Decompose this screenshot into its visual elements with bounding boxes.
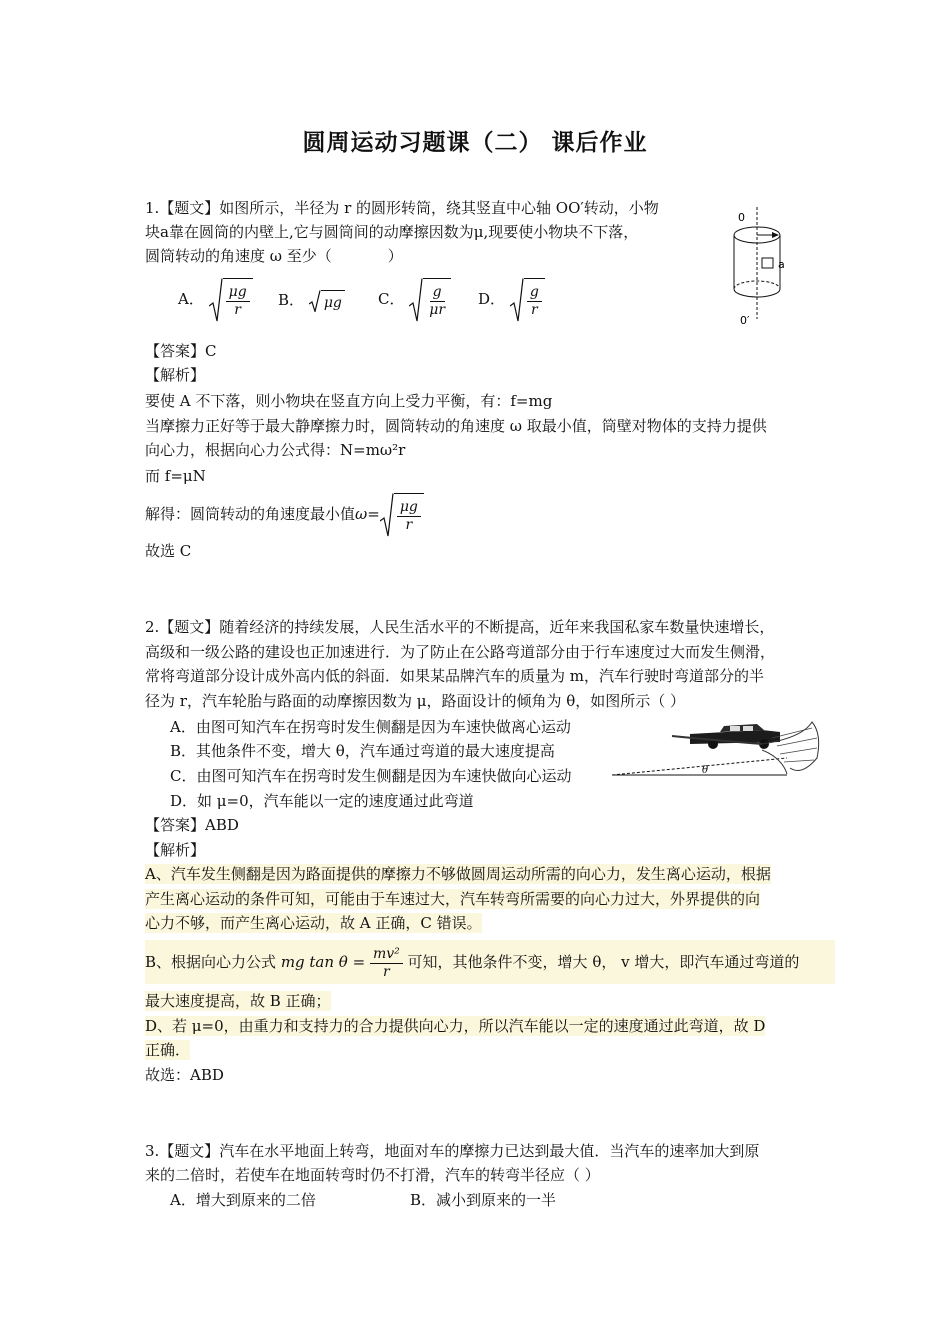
q2-analysis-b-post: 可知，其他条件不变，增大 θ， v 增大，即汽车通过弯道的 — [407, 953, 800, 971]
q1-stem-line-3a: 圆筒转动的角速度 ω 至少（ — [145, 247, 332, 265]
q2-analysis-b-pre: B、根据向心力公式 — [145, 953, 277, 971]
q2-option-c: C．由图可知汽车在拐弯时发生侧翻是因为车速快做向心运动 — [170, 767, 572, 785]
page-title: 圆周运动习题课（二） 课后作业 — [302, 130, 648, 156]
q3-stem-line-2: 来的二倍时，若使车在地面转弯时仍不打滑，汽车的转弯半径应（ ） — [145, 1166, 600, 1184]
q1-conclusion: 故选 C — [145, 542, 192, 560]
q3-stem-line-1: 3.【题文】汽车在水平地面上转弯，地面对车的摩擦力已达到最大值．当汽车的速率加大到原 — [145, 1142, 760, 1160]
q2-analysis-b-line-2: 最大速度提高，故 B 正确； — [145, 992, 331, 1010]
q2-option-b: B．其他条件不变，增大 θ，汽车通过弯道的最大速度提高 — [170, 742, 555, 760]
q1-stem-line-2: 块a靠在圆筒的内壁上,它与圆筒间的动摩擦因数为μ,现要使小物块不下落， — [145, 223, 639, 241]
q1-omega-eq: ω= — [355, 505, 380, 523]
q1-analysis-line-4: 而 f=μN — [145, 467, 206, 485]
q2-stem-line-2: 高级和一级公路的建设也正加速进行．为了防止在公路弯道部分由于行车速度过大而发生侧滑， — [145, 643, 776, 661]
q2-conclusion: 故选：ABD — [145, 1066, 224, 1084]
q1-analysis-line-5: 解得：圆筒转动的角速度最小值ω= $\frac{\mu g}{r}$ — [145, 492, 424, 537]
q2-analysis-b-line-1 — [145, 940, 835, 984]
q2-car-figure — [612, 718, 834, 780]
q1-analysis-head: 【解析】 — [145, 366, 206, 384]
q1-option-c: C． $\frac{g}{\mu r}$ — [378, 278, 451, 322]
q1-figure-label-top: 0 — [738, 211, 745, 224]
q2-analysis-b-num: mv² — [370, 946, 403, 964]
q2-analysis-b-den: r — [383, 963, 390, 980]
q2-answer: 【答案】ABD — [145, 816, 239, 834]
q1-analysis-line-3: 向心力，根据向心力公式得：N=mω²r — [145, 441, 406, 459]
q1-figure-label-block: a — [778, 258, 785, 271]
q3-option-a: A．增大到原来的二倍 — [170, 1191, 316, 1209]
q1-analysis-line-2: 当摩擦力正好等于最大静摩擦力时，圆筒转动的角速度 ω 取最小值，筒壁对物体的支持力提供 — [145, 417, 767, 435]
q3-option-b: B．减小到原来的一半 — [410, 1191, 557, 1209]
q1-stem-line-3b: ） — [387, 247, 403, 265]
q2-analysis-d-line-2: 正确． — [145, 1041, 191, 1059]
q1-cylinder-figure — [726, 207, 796, 327]
q2-figure-theta: θ — [702, 765, 709, 776]
q1-analysis-line-5-text: 解得：圆筒转动的角速度最小值 — [145, 505, 356, 523]
q1-option-b: B． μg — [278, 289, 345, 312]
q2-analysis-a-line-2: 产生离心运动的条件可知，可能由于车速过大，汽车转弯所需要的向心力过大，外界提供的向 — [145, 890, 761, 908]
q1-stem-line-1: 1.【题文】如图所示，半径为 r 的圆形转筒，绕其竖直中心轴 OO′转动，小物 — [145, 199, 659, 217]
q2-analysis-d-line-1: D、若 μ=0，由重力和支持力的合力提供向心力，所以汽车能以一定的速度通过此弯道，故 D — [145, 1017, 766, 1035]
q2-analysis-a-line-1: A、汽车发生侧翻是因为路面提供的摩擦力不够做圆周运动所需的向心力，发生离心运动，根据 — [145, 865, 771, 883]
q2-stem-line-1: 2.【题文】随着经济的持续发展，人民生活水平的不断提高，近年来我国私家车数量快速增长， — [145, 618, 775, 636]
q1-answer: 【答案】C — [145, 342, 217, 360]
q1-stem-line-3 — [145, 246, 403, 266]
q2-analysis-b-formula: mg tan θ = — [280, 953, 366, 971]
q2-stem-line-4: 径为 r，汽车轮胎与路面的动摩擦因数为 μ，路面设计的倾角为 θ，如图所示（ ） — [145, 692, 686, 710]
q2-stem-line-3: 常将弯道部分设计成外高内低的斜面．如果某品牌汽车的质量为 m，汽车行驶时弯道部分的半 — [145, 667, 764, 685]
q2-analysis-head: 【解析】 — [145, 841, 206, 859]
q1-option-a: A． $\frac{\mu g}{r}$ — [178, 278, 253, 322]
q1-option-d: D． $\frac{g}{r}$ — [478, 278, 545, 322]
q2-option-a: A．由图可知汽车在拐弯时发生侧翻是因为车速快做离心运动 — [170, 718, 571, 736]
q1-analysis-line-1: 要使 A 不下落，则小物块在竖直方向上受力平衡，有：f=mg — [145, 392, 553, 410]
q1-figure-label-bottom: 0′ — [740, 314, 750, 327]
q2-analysis-a-line-3: 心力不够，而产生离心运动，故 A 正确，C 错误。 — [145, 914, 482, 932]
q2-option-d: D．如 μ=0，汽车能以一定的速度通过此弯道 — [170, 792, 474, 810]
